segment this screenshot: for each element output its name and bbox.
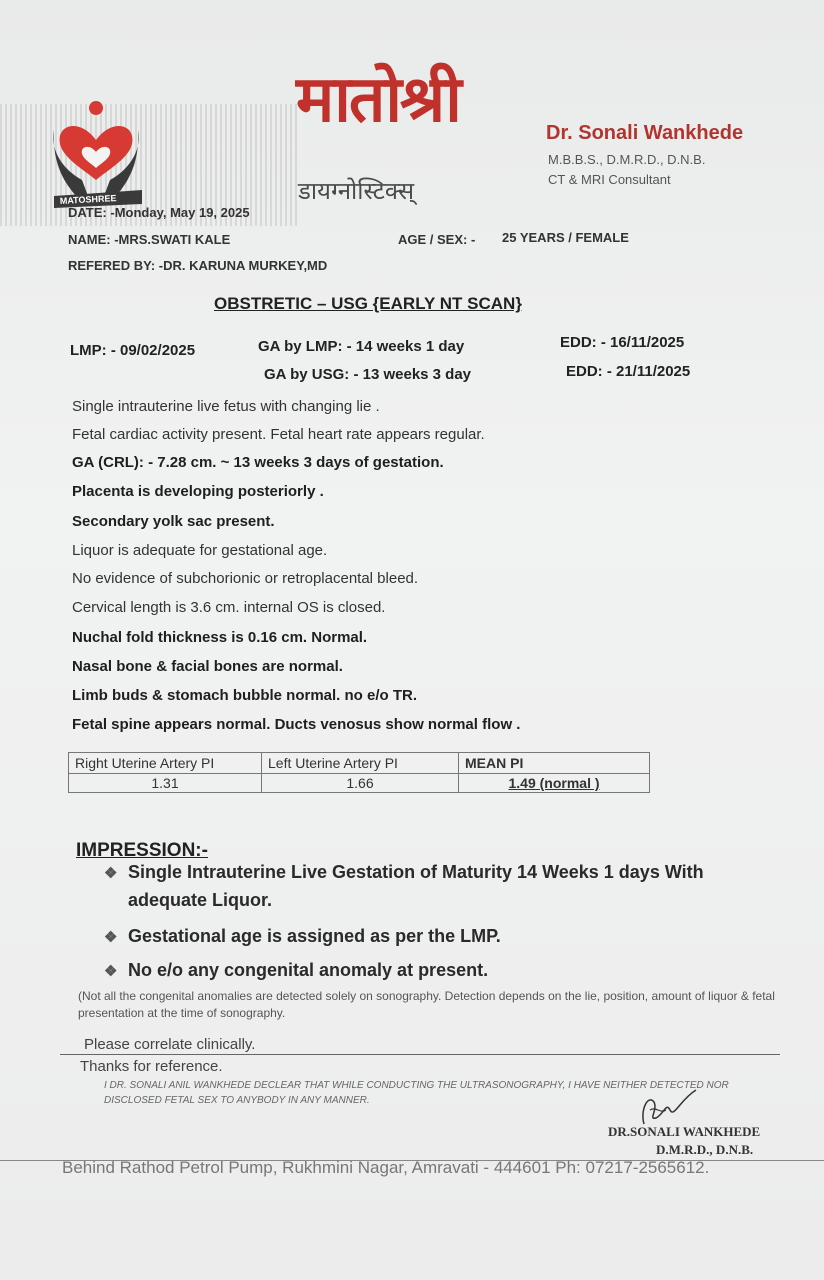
correlate-note: Please correlate clinically.: [84, 1036, 256, 1053]
brand-subtitle: डायग्नोस्टिक्स्: [298, 177, 415, 205]
table-cell: 1.31: [69, 774, 262, 793]
signatory-qualification: D.M.R.D., D.N.B.: [656, 1142, 754, 1157]
table-row: [69, 774, 650, 793]
diamond-bullet-icon: ❖: [104, 865, 118, 882]
finding-line: Placenta is developing posteriorly .: [72, 483, 324, 500]
referred-by: REFERED BY: -DR. KARUNA MURKEY,MD: [68, 258, 328, 273]
table-header-cell: MEAN PI: [459, 753, 650, 774]
finding-line: Fetal cardiac activity present. Fetal heart rate appears regular.: [72, 426, 485, 443]
table-header-cell: Left Uterine Artery PI: [262, 753, 459, 774]
finding-line: Single intrauterine live fetus with changing lie .: [72, 398, 380, 415]
finding-line: Nuchal fold thickness is 0.16 cm. Normal.: [72, 629, 368, 646]
impression-heading: IMPRESSION:-: [76, 840, 208, 861]
table-header-row: [69, 753, 650, 774]
finding-line: Cervical length is 3.6 cm. internal OS is closed.: [72, 599, 386, 616]
report-title: OBSTRETIC – USG {EARLY NT SCAN}: [214, 294, 522, 313]
heart-hands-icon: [50, 100, 146, 210]
sex-disclosure-declaration: I DR. SONALI ANIL WANKHEDE DECLEAR THAT WHILE CONDUCTING THE ULTRASONOGRAPHY, I HAVE NEITHER DETECTED NOR DISCLOSED FETAL SEX TO ANYBODY IN ANY MANNER.: [104, 1080, 729, 1106]
edd-by-usg: EDD: - 21/11/2025: [566, 363, 691, 380]
impression-item: ❖ Single Intrauterine Live Gestation of Maturity 14 Weeks 1 days With adequate Liquor.: [104, 862, 704, 910]
finding-line: Limb buds & stomach bubble normal. no e/o TR.: [72, 687, 418, 704]
divider: [60, 1054, 780, 1055]
ga-by-usg: GA by USG: - 13 weeks 3 day: [264, 366, 472, 383]
diamond-bullet-icon: ❖: [104, 929, 118, 946]
uterine-artery-pi-table: [68, 752, 650, 793]
thanks-note: Thanks for reference.: [80, 1058, 223, 1075]
finding-line: Nasal bone & facial bones are normal.: [72, 658, 343, 675]
table-cell: 1.49 (normal ): [459, 774, 650, 793]
table-header-cell: Right Uterine Artery PI: [69, 753, 262, 774]
report-date: DATE: -Monday, May 19, 2025: [68, 205, 250, 220]
doctor-role: CT & MRI Consultant: [548, 172, 671, 187]
patient-name: NAME: -MRS.SWATI KALE: [68, 232, 231, 247]
footer-address: Behind Rathod Petrol Pump, Rukhmini Nagar, Amravati - 444601 Ph: 07217-2565612.: [62, 1158, 710, 1177]
age-sex-value: 25 YEARS / FEMALE: [502, 230, 629, 245]
finding-line: No evidence of subchorionic or retroplacental bleed.: [72, 570, 419, 587]
finding-line: Liquor is adequate for gestational age.: [72, 542, 328, 559]
impression-item: ❖ No e/o any congenital anomaly at present.: [104, 956, 784, 986]
disclaimer-note: (Not all the congenital anomalies are detected solely on sonography. Detection depends on the lie, position, amount of liquor & fetal presentation at the time of sonography.: [78, 989, 775, 1020]
finding-line: Secondary yolk sac present.: [72, 513, 275, 530]
finding-line: Fetal spine appears normal. Ducts venosus show normal flow .: [72, 716, 521, 733]
ga-by-lmp: GA by LMP: - 14 weeks 1 day: [258, 338, 465, 355]
doctor-qualification: M.B.B.S., D.M.R.D., D.N.B.: [548, 152, 706, 167]
doctor-name: Dr. Sonali Wankhede: [546, 122, 744, 144]
edd-by-lmp: EDD: - 16/11/2025: [560, 334, 685, 351]
logo-caption: MATOSHREE: [59, 193, 117, 206]
finding-line: GA (CRL): - 7.28 cm. ~ 13 weeks 3 days of gestation.: [72, 454, 444, 471]
impression-item: ❖ Gestational age is assigned as per the LMP.: [104, 922, 784, 952]
lmp: LMP: - 09/02/2025: [70, 342, 196, 359]
matoshree-logo: [50, 100, 146, 210]
signatory-name: DR.SONALI WANKHEDE: [608, 1124, 761, 1139]
age-sex-label: AGE / SEX: -: [398, 232, 476, 247]
diamond-bullet-icon: ❖: [104, 963, 118, 980]
table-cell: 1.66: [262, 774, 459, 793]
brand-name: मातोश्री: [296, 63, 460, 137]
